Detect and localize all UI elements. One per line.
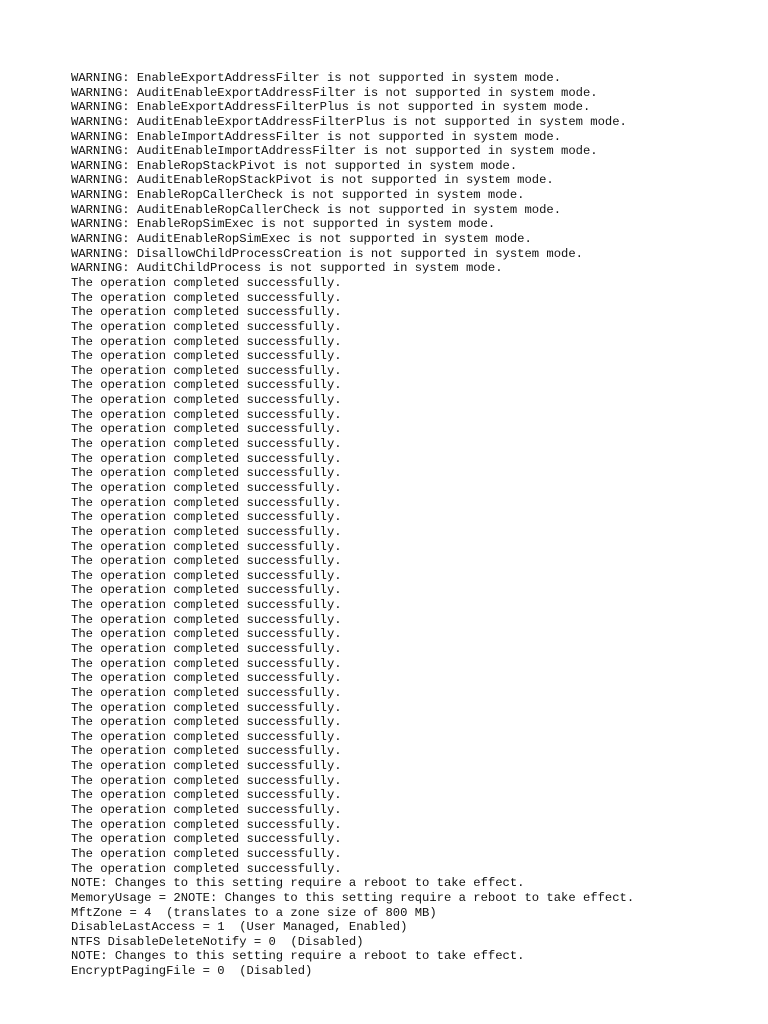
- warning-line: WARNING: EnableRopCallerCheck is not supported in system mode.: [71, 188, 525, 203]
- success-line: The operation completed successfully.: [71, 568, 342, 583]
- success-line: The operation completed successfully.: [71, 554, 342, 569]
- console-output: [71, 71, 768, 979]
- success-line: The operation completed successfully.: [71, 817, 342, 832]
- success-line: The operation completed successfully.: [71, 319, 342, 334]
- success-line: The operation completed successfully.: [71, 305, 342, 320]
- warning-line: WARNING: AuditEnableRopStackPivot is not supported in system mode.: [71, 173, 554, 188]
- success-line: The operation completed successfully.: [71, 803, 342, 818]
- warning-line: WARNING: AuditEnableRopSimExec is not supported in system mode.: [71, 232, 532, 247]
- success-line: The operation completed successfully.: [71, 641, 342, 656]
- setting-line: MftZone = 4 (translates to a zone size of 800 MB): [71, 905, 437, 920]
- warning-line: WARNING: AuditEnableExportAddressFilterPlus is not supported in system mode.: [71, 114, 627, 129]
- success-line: The operation completed successfully.: [71, 700, 342, 715]
- warning-line: WARNING: AuditEnableExportAddressFilter is not supported in system mode.: [71, 85, 598, 100]
- success-line: The operation completed successfully.: [71, 451, 342, 466]
- success-line: The operation completed successfully.: [71, 583, 342, 598]
- note-line: NOTE: Changes to this setting require a reboot to take effect.: [71, 876, 525, 891]
- setting-line: MemoryUsage = 2NOTE: Changes to this setting require a reboot to take effect.: [71, 890, 635, 905]
- success-line: The operation completed successfully.: [71, 656, 342, 671]
- success-line: The operation completed successfully.: [71, 524, 342, 539]
- success-line: The operation completed successfully.: [71, 685, 342, 700]
- warning-line: WARNING: EnableExportAddressFilterPlus is not supported in system mode.: [71, 100, 591, 115]
- success-line: The operation completed successfully.: [71, 598, 342, 613]
- warning-line: WARNING: EnableRopSimExec is not supported in system mode.: [71, 217, 496, 232]
- warning-line: WARNING: EnableRopStackPivot is not supported in system mode.: [71, 158, 518, 173]
- success-line: The operation completed successfully.: [71, 832, 342, 847]
- success-line: The operation completed successfully.: [71, 715, 342, 730]
- success-line: The operation completed successfully.: [71, 422, 342, 437]
- success-line: The operation completed successfully.: [71, 671, 342, 686]
- document-page: [71, 71, 768, 979]
- note-line: NOTE: Changes to this setting require a reboot to take effect.: [71, 949, 525, 964]
- setting-line: DisableLastAccess = 1 (User Managed, Enabled): [71, 920, 408, 935]
- success-line: The operation completed successfully.: [71, 788, 342, 803]
- success-line: The operation completed successfully.: [71, 480, 342, 495]
- success-line: The operation completed successfully.: [71, 275, 342, 290]
- success-line: The operation completed successfully.: [71, 378, 342, 393]
- success-line: The operation completed successfully.: [71, 759, 342, 774]
- warning-line: WARNING: AuditEnableRopCallerCheck is not supported in system mode.: [71, 202, 562, 217]
- success-line: The operation completed successfully.: [71, 334, 342, 349]
- warning-line: WARNING: EnableExportAddressFilter is not supported in system mode.: [71, 71, 562, 85]
- success-line: The operation completed successfully.: [71, 510, 342, 525]
- success-line: The operation completed successfully.: [71, 437, 342, 452]
- success-line: The operation completed successfully.: [71, 466, 342, 481]
- success-line: The operation completed successfully.: [71, 290, 342, 305]
- warning-line: WARNING: DisallowChildProcessCreation is not supported in system mode.: [71, 246, 583, 261]
- success-line: The operation completed successfully.: [71, 363, 342, 378]
- success-line: The operation completed successfully.: [71, 349, 342, 364]
- success-line: The operation completed successfully.: [71, 861, 342, 876]
- setting-line: NTFS DisableDeleteNotify = 0 (Disabled): [71, 934, 364, 949]
- warning-line: WARNING: AuditEnableImportAddressFilter is not supported in system mode.: [71, 144, 598, 159]
- setting-line: EncryptPagingFile = 0 (Disabled): [71, 964, 313, 979]
- success-line: The operation completed successfully.: [71, 407, 342, 422]
- success-line: The operation completed successfully.: [71, 729, 342, 744]
- warning-line: WARNING: EnableImportAddressFilter is not supported in system mode.: [71, 129, 562, 144]
- success-line: The operation completed successfully.: [71, 773, 342, 788]
- success-line: The operation completed successfully.: [71, 612, 342, 627]
- warning-line: WARNING: AuditChildProcess is not supported in system mode.: [71, 261, 503, 276]
- success-line: The operation completed successfully.: [71, 846, 342, 861]
- success-line: The operation completed successfully.: [71, 495, 342, 510]
- success-line: The operation completed successfully.: [71, 744, 342, 759]
- success-line: The operation completed successfully.: [71, 393, 342, 408]
- success-line: The operation completed successfully.: [71, 627, 342, 642]
- success-line: The operation completed successfully.: [71, 539, 342, 554]
